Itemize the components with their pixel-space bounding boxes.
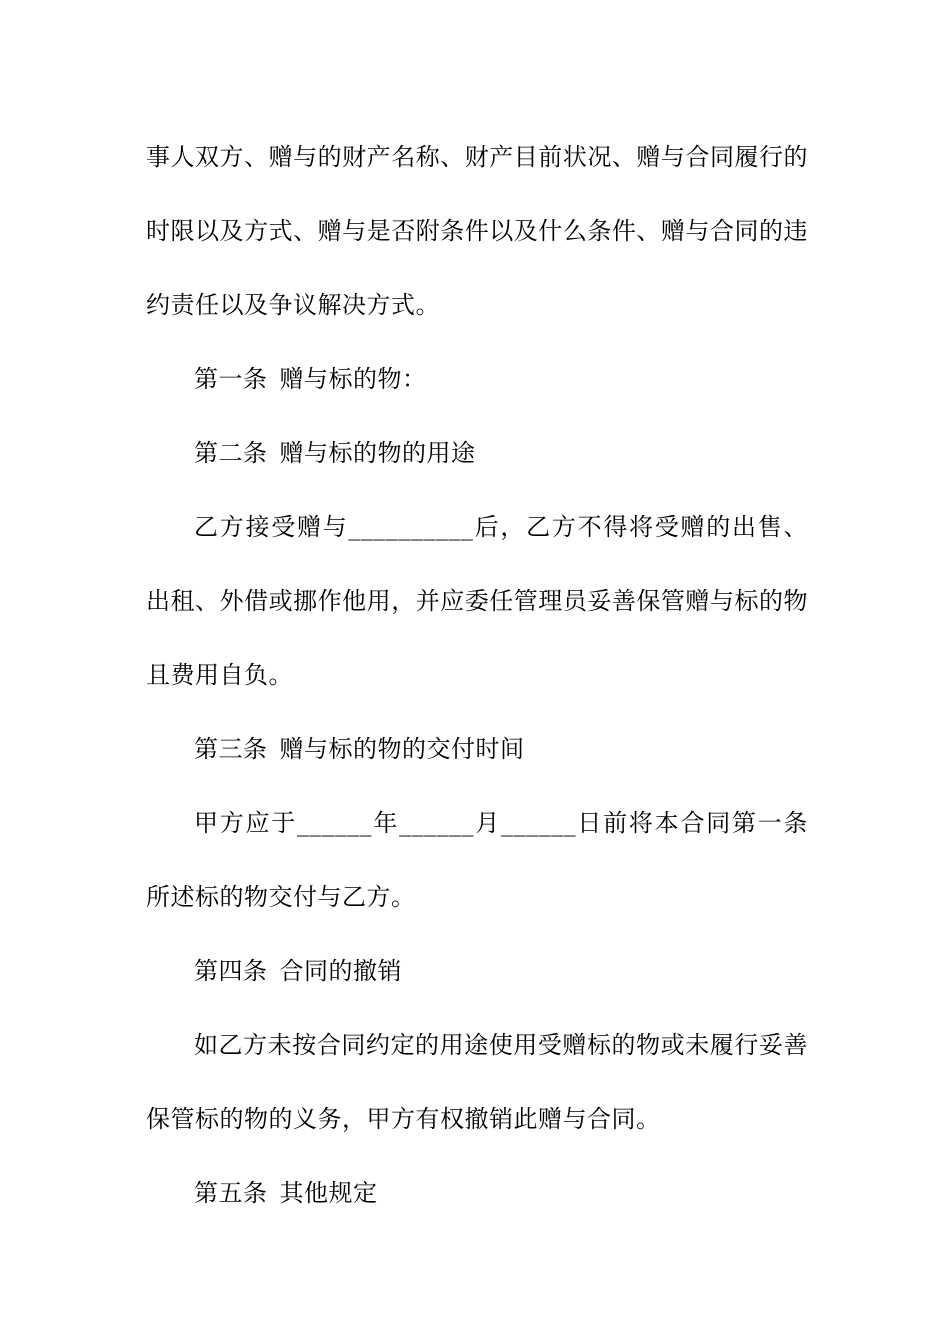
article-title: 赠与标的物的交付时间 (279, 735, 525, 763)
paragraph-continuation: 事人双方、赠与的财产名称、财产目前状况、赠与合同履行的时限以及方式、赠与是否附条件以及什么条件、赠与合同的违约责任以及争议解决方式。 (146, 143, 808, 319)
article-title: 合同的撤销 (279, 957, 402, 985)
article-5-heading (146, 1156, 808, 1230)
article-3-heading (146, 712, 808, 786)
article-2-body: 乙方接受赠与__________后，乙方不得将受赠的出售、出租、外借或挪作他用，并应委任管理员妥善保管赠与标的物且费用自负。 (146, 513, 808, 689)
article-number: 第五条 (194, 1179, 268, 1207)
article-number: 第二条 (194, 439, 268, 467)
document-body (146, 120, 808, 1230)
article-number: 第四条 (194, 957, 268, 985)
article-number: 第三条 (194, 735, 268, 763)
article-2-heading (146, 416, 808, 490)
article-title: 其他规定 (279, 1179, 378, 1207)
article-number: 第一条 (194, 365, 268, 393)
article-4-body: 如乙方未按合同约定的用途使用受赠标的物或未履行妥善保管标的物的义务，甲方有权撤销此赠与合同。 (146, 1031, 808, 1133)
article-4-heading (146, 934, 808, 1008)
article-title: 赠与标的物的用途 (279, 439, 476, 467)
article-title: 赠与标的物： (279, 365, 427, 393)
article-1-heading (146, 342, 808, 416)
article-3-body: 甲方应于______年______月______日前将本合同第一条所述标的物交付与乙方。 (146, 809, 808, 911)
